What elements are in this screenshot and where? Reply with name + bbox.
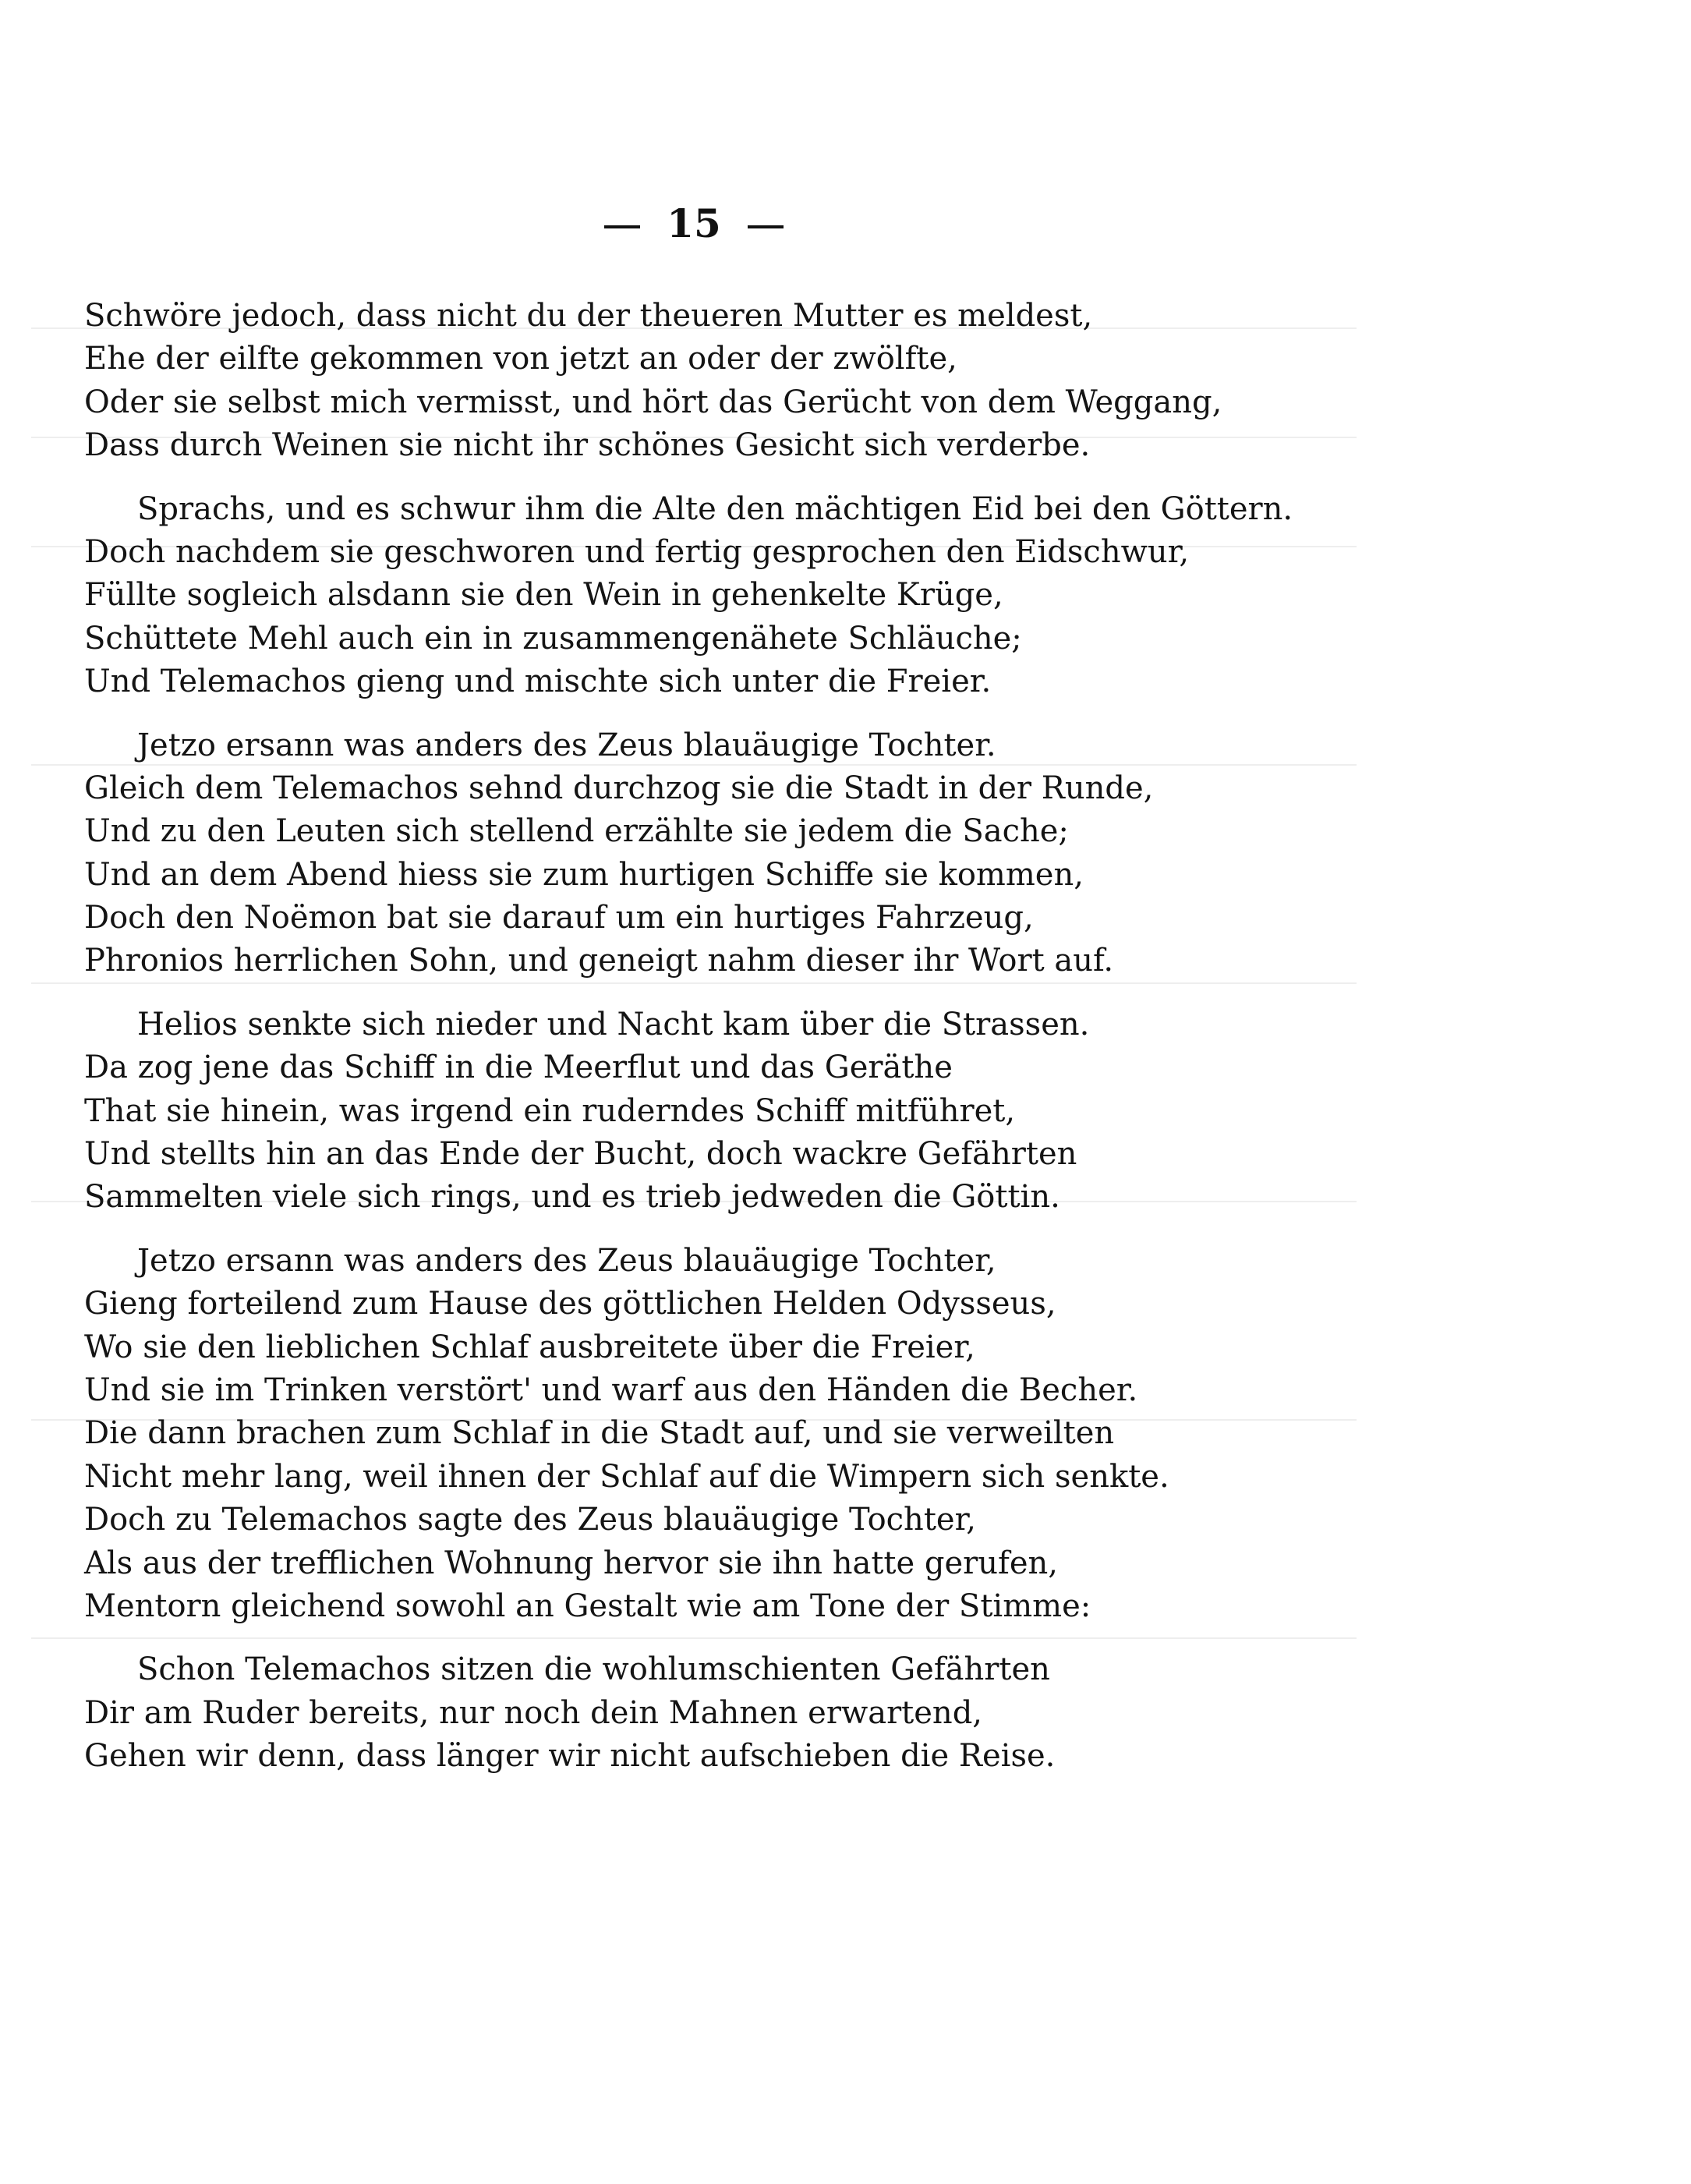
verse-line: Als aus der trefflichen Wohnung hervor sie ihn hatte gerufen, — [84, 1545, 1058, 1581]
verse-line: Doch den Noëmon bat sie darauf um ein hurtiges Fahrzeug, — [84, 900, 1034, 936]
verse-line: Gieng forteilend zum Hause des göttlichen Helden Odysseus, — [84, 1286, 1056, 1322]
stanza — [84, 1240, 1332, 1629]
verse-line: Füllte sogleich alsdann sie den Wein in gehenkelte Krüge, — [84, 577, 1003, 614]
verse-line: Jetzo ersann was anders des Zeus blauäugige Tochter. — [137, 727, 996, 763]
verse-line: Die dann brachen zum Schlaf in die Stadt auf, und sie verweilten — [84, 1415, 1115, 1452]
verse-line: Und stellts hin an das Ende der Bucht, doch wackre Gefährten — [84, 1136, 1077, 1173]
verse-line: Mentorn gleichend sowohl an Gestalt wie am Tone der Stimme: — [84, 1588, 1091, 1624]
verse-line: Dir am Ruder bereits, nur noch dein Mahnen erwartend, — [84, 1694, 983, 1731]
verse-line: Sprachs, und es schwur ihm die Alte den mächtigen Eid bei den Göttern. — [137, 490, 1293, 527]
verse-line: Phronios herrlichen Sohn, und geneigt nahm dieser ihr Wort auf. — [84, 943, 1114, 979]
page-number-dash-right — [748, 225, 784, 228]
stanza — [84, 724, 1332, 983]
verse-line: Gehen wir denn, dass länger wir nicht aufschieben die Reise. — [84, 1738, 1056, 1775]
verse-line: Doch zu Telemachos sagte des Zeus blauäugige Tochter, — [84, 1502, 977, 1538]
verse-line: Doch nachdem sie geschworen und fertig gesprochen den Eidschwur, — [84, 533, 1190, 570]
verse-line: Da zog jene das Schiff in die Meerflut und das Geräthe — [84, 1050, 953, 1086]
verse-line: That sie hinein, was irgend ein ruderndes Schiff mitführet, — [84, 1092, 1016, 1129]
verse-line: Und an dem Abend hiess sie zum hurtigen Schiffe sie kommen, — [84, 856, 1084, 893]
verse-line: Sammelten viele sich rings, und es trieb jedweden die Göttin. — [84, 1179, 1060, 1216]
page-number-value: 15 — [667, 200, 721, 246]
verse-line: Jetzo ersann was anders des Zeus blauäugige Tochter, — [137, 1242, 996, 1279]
stanza — [84, 1004, 1332, 1219]
verse-line: Oder sie selbst mich vermisst, und hört das Gerücht von dem Weggang, — [84, 384, 1222, 420]
verse-line: Und sie im Trinken verstört' und warf aus den Händen die Becher. — [84, 1372, 1138, 1408]
stanza — [84, 1648, 1332, 1778]
verse-line: Schüttete Mehl auch ein in zusammengenähete Schläuche; — [84, 620, 1022, 657]
stanza — [84, 488, 1332, 704]
verse-line: Und Telemachos gieng und mischte sich unter die Freier. — [84, 664, 992, 700]
page-number — [0, 200, 1388, 246]
verse-line: Wo sie den lieblichen Schlaf ausbreitete über die Freier, — [84, 1329, 975, 1365]
verse-line: Schwöre jedoch, dass nicht du der theueren Mutter es meldest, — [84, 298, 1093, 334]
stanza — [84, 295, 1332, 468]
verse-line: Helios senkte sich nieder und Nacht kam über die Strassen. — [137, 1006, 1090, 1042]
page-number-dash-left — [604, 225, 640, 228]
verse-line: Nicht mehr lang, weil ihnen der Schlaf auf die Wimpern sich senkte. — [84, 1458, 1169, 1495]
poem-text — [84, 295, 1332, 1799]
verse-line: Dass durch Weinen sie nicht ihr schönes Gesicht sich verderbe. — [84, 427, 1091, 464]
verse-line: Und zu den Leuten sich stellend erzählte sie jedem die Sache; — [84, 813, 1069, 850]
verse-line: Gleich dem Telemachos sehnd durchzog sie die Stadt in der Runde, — [84, 770, 1154, 806]
verse-line: Ehe der eilfte gekommen von jetzt an oder der zwölfte, — [84, 341, 957, 377]
verse-line: Schon Telemachos sitzen die wohlumschienten Gefährten — [137, 1651, 1050, 1688]
